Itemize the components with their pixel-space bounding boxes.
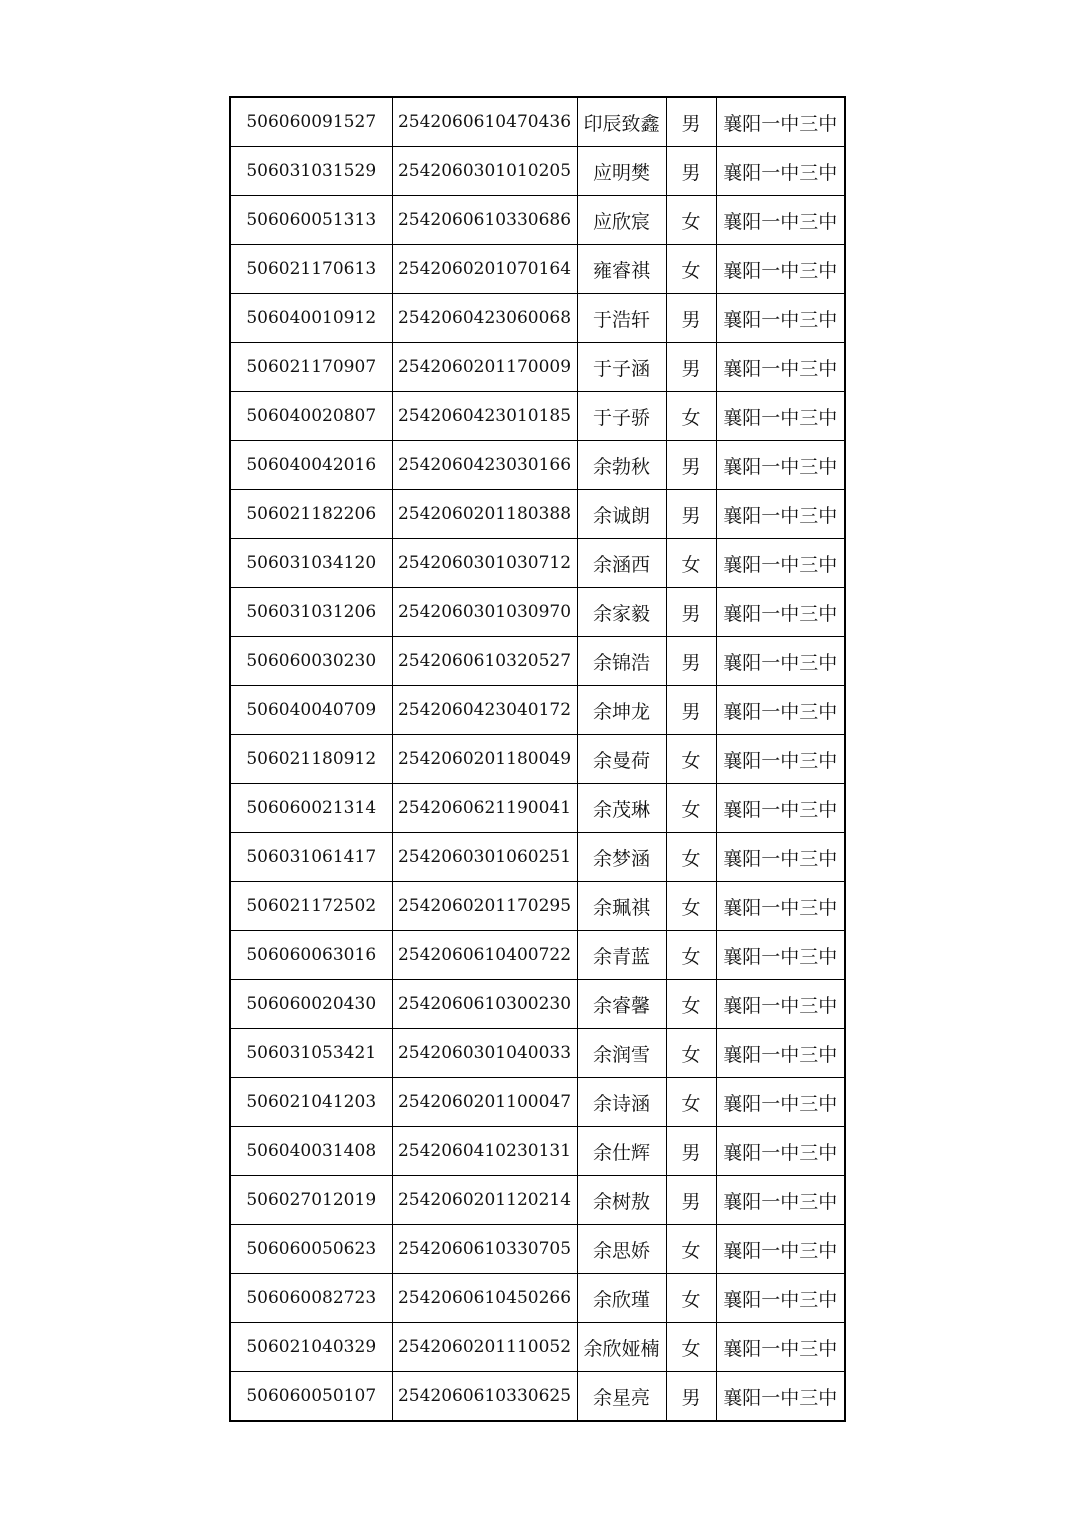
exam-id-cell: 506031053421 <box>230 1029 392 1078</box>
student-name-cell: 于浩轩 <box>577 294 666 343</box>
school-cell: 襄阳一中三中 <box>716 1225 845 1274</box>
gender-cell: 男 <box>666 97 716 147</box>
table-row <box>230 588 845 637</box>
exam-id-cell: 506040040709 <box>230 686 392 735</box>
gender-cell: 女 <box>666 931 716 980</box>
exam-id-cell: 506040010912 <box>230 294 392 343</box>
student-name-cell: 余珮祺 <box>577 882 666 931</box>
gender-cell: 女 <box>666 1225 716 1274</box>
table-row <box>230 1323 845 1372</box>
student-name-cell: 余星亮 <box>577 1372 666 1422</box>
student-name-cell: 余青蓝 <box>577 931 666 980</box>
student-name-cell: 余涵西 <box>577 539 666 588</box>
student-id-cell: 2542060610470436 <box>392 97 577 147</box>
gender-cell: 男 <box>666 343 716 392</box>
table-row <box>230 294 845 343</box>
gender-cell: 女 <box>666 833 716 882</box>
gender-cell: 男 <box>666 147 716 196</box>
gender-cell: 女 <box>666 1274 716 1323</box>
exam-id-cell: 506060082723 <box>230 1274 392 1323</box>
gender-cell: 女 <box>666 245 716 294</box>
table-row <box>230 735 845 784</box>
school-cell: 襄阳一中三中 <box>716 1176 845 1225</box>
table-row <box>230 392 845 441</box>
school-cell: 襄阳一中三中 <box>716 784 845 833</box>
table-row <box>230 343 845 392</box>
table-row <box>230 882 845 931</box>
table-row <box>230 1176 845 1225</box>
table-row <box>230 1029 845 1078</box>
exam-id-cell: 506021182206 <box>230 490 392 539</box>
student-id-cell: 2542060301040033 <box>392 1029 577 1078</box>
student-id-cell: 2542060610330625 <box>392 1372 577 1422</box>
school-cell: 襄阳一中三中 <box>716 1323 845 1372</box>
school-cell: 襄阳一中三中 <box>716 735 845 784</box>
exam-id-cell: 506021170613 <box>230 245 392 294</box>
exam-id-cell: 506031031206 <box>230 588 392 637</box>
gender-cell: 女 <box>666 1029 716 1078</box>
table-row <box>230 196 845 245</box>
gender-cell: 男 <box>666 588 716 637</box>
student-name-cell: 余曼荷 <box>577 735 666 784</box>
gender-cell: 男 <box>666 294 716 343</box>
student-name-cell: 于子涵 <box>577 343 666 392</box>
school-cell: 襄阳一中三中 <box>716 539 845 588</box>
student-name-cell: 余勃秋 <box>577 441 666 490</box>
student-id-cell: 2542060201170295 <box>392 882 577 931</box>
table-row <box>230 147 845 196</box>
gender-cell: 男 <box>666 686 716 735</box>
student-id-cell: 2542060301060251 <box>392 833 577 882</box>
exam-id-cell: 506021172502 <box>230 882 392 931</box>
student-id-cell: 2542060621190041 <box>392 784 577 833</box>
student-id-cell: 2542060423010185 <box>392 392 577 441</box>
table-row <box>230 1225 845 1274</box>
student-id-cell: 2542060301010205 <box>392 147 577 196</box>
school-cell: 襄阳一中三中 <box>716 97 845 147</box>
exam-id-cell: 506060063016 <box>230 931 392 980</box>
table-row <box>230 1274 845 1323</box>
school-cell: 襄阳一中三中 <box>716 196 845 245</box>
gender-cell: 女 <box>666 392 716 441</box>
student-name-cell: 余锦浩 <box>577 637 666 686</box>
student-name-cell: 应明樊 <box>577 147 666 196</box>
student-name-cell: 余欣娅楠 <box>577 1323 666 1372</box>
student-name-cell: 余家毅 <box>577 588 666 637</box>
student-id-cell: 2542060301030970 <box>392 588 577 637</box>
student-name-cell: 应欣宸 <box>577 196 666 245</box>
student-id-cell: 2542060610450266 <box>392 1274 577 1323</box>
gender-cell: 男 <box>666 637 716 686</box>
school-cell: 襄阳一中三中 <box>716 1274 845 1323</box>
student-name-cell: 余茂琳 <box>577 784 666 833</box>
table-row <box>230 1078 845 1127</box>
student-name-cell: 印辰致鑫 <box>577 97 666 147</box>
student-name-cell: 余润雪 <box>577 1029 666 1078</box>
exam-id-cell: 506060050107 <box>230 1372 392 1422</box>
exam-id-cell: 506040031408 <box>230 1127 392 1176</box>
school-cell: 襄阳一中三中 <box>716 294 845 343</box>
gender-cell: 男 <box>666 441 716 490</box>
exam-id-cell: 506027012019 <box>230 1176 392 1225</box>
table-row <box>230 1127 845 1176</box>
gender-cell: 男 <box>666 1372 716 1422</box>
exam-id-cell: 506060091527 <box>230 97 392 147</box>
student-name-cell: 余诗涵 <box>577 1078 666 1127</box>
table-row <box>230 490 845 539</box>
gender-cell: 女 <box>666 196 716 245</box>
exam-id-cell: 506060050623 <box>230 1225 392 1274</box>
student-name-cell: 余梦涵 <box>577 833 666 882</box>
exam-id-cell: 506060021314 <box>230 784 392 833</box>
student-id-cell: 2542060610300230 <box>392 980 577 1029</box>
table-row <box>230 833 845 882</box>
exam-id-cell: 506021041203 <box>230 1078 392 1127</box>
table-row <box>230 784 845 833</box>
gender-cell: 男 <box>666 490 716 539</box>
school-cell: 襄阳一中三中 <box>716 686 845 735</box>
table-row <box>230 245 845 294</box>
school-cell: 襄阳一中三中 <box>716 1078 845 1127</box>
student-id-cell: 2542060201180388 <box>392 490 577 539</box>
school-cell: 襄阳一中三中 <box>716 392 845 441</box>
school-cell: 襄阳一中三中 <box>716 588 845 637</box>
student-id-cell: 2542060201180049 <box>392 735 577 784</box>
exam-id-cell: 506040042016 <box>230 441 392 490</box>
exam-id-cell: 506031034120 <box>230 539 392 588</box>
student-name-cell: 余坤龙 <box>577 686 666 735</box>
school-cell: 襄阳一中三中 <box>716 882 845 931</box>
student-id-cell: 2542060423030166 <box>392 441 577 490</box>
student-id-cell: 2542060423060068 <box>392 294 577 343</box>
student-table <box>229 96 846 1422</box>
student-id-cell: 2542060410230131 <box>392 1127 577 1176</box>
school-cell: 襄阳一中三中 <box>716 637 845 686</box>
exam-id-cell: 506021180912 <box>230 735 392 784</box>
school-cell: 襄阳一中三中 <box>716 833 845 882</box>
exam-id-cell: 506040020807 <box>230 392 392 441</box>
student-id-cell: 2542060610330686 <box>392 196 577 245</box>
gender-cell: 男 <box>666 1176 716 1225</box>
student-name-cell: 余欣瑾 <box>577 1274 666 1323</box>
student-name-cell: 余诚朗 <box>577 490 666 539</box>
student-id-cell: 2542060610330705 <box>392 1225 577 1274</box>
exam-id-cell: 506060030230 <box>230 637 392 686</box>
school-cell: 襄阳一中三中 <box>716 490 845 539</box>
student-table-body <box>230 97 845 1421</box>
student-name-cell: 余仕辉 <box>577 1127 666 1176</box>
student-name-cell: 余睿馨 <box>577 980 666 1029</box>
gender-cell: 女 <box>666 1078 716 1127</box>
table-row <box>230 980 845 1029</box>
school-cell: 襄阳一中三中 <box>716 1127 845 1176</box>
gender-cell: 女 <box>666 1323 716 1372</box>
exam-id-cell: 506060020430 <box>230 980 392 1029</box>
student-id-cell: 2542060610400722 <box>392 931 577 980</box>
exam-id-cell: 506021040329 <box>230 1323 392 1372</box>
table-row <box>230 539 845 588</box>
student-id-cell: 2542060201110052 <box>392 1323 577 1372</box>
school-cell: 襄阳一中三中 <box>716 343 845 392</box>
table-row <box>230 441 845 490</box>
student-id-cell: 2542060201120214 <box>392 1176 577 1225</box>
school-cell: 襄阳一中三中 <box>716 931 845 980</box>
gender-cell: 男 <box>666 1127 716 1176</box>
school-cell: 襄阳一中三中 <box>716 245 845 294</box>
student-id-cell: 2542060201170009 <box>392 343 577 392</box>
exam-id-cell: 506031031529 <box>230 147 392 196</box>
student-id-cell: 2542060423040172 <box>392 686 577 735</box>
school-cell: 襄阳一中三中 <box>716 980 845 1029</box>
school-cell: 襄阳一中三中 <box>716 441 845 490</box>
exam-id-cell: 506031061417 <box>230 833 392 882</box>
table-row <box>230 637 845 686</box>
table-row <box>230 931 845 980</box>
student-name-cell: 余树敖 <box>577 1176 666 1225</box>
table-row <box>230 686 845 735</box>
gender-cell: 女 <box>666 784 716 833</box>
school-cell: 襄阳一中三中 <box>716 1029 845 1078</box>
gender-cell: 女 <box>666 539 716 588</box>
student-id-cell: 2542060201070164 <box>392 245 577 294</box>
student-name-cell: 于子骄 <box>577 392 666 441</box>
student-id-cell: 2542060201100047 <box>392 1078 577 1127</box>
student-name-cell: 余思娇 <box>577 1225 666 1274</box>
student-name-cell: 雍睿祺 <box>577 245 666 294</box>
school-cell: 襄阳一中三中 <box>716 147 845 196</box>
student-id-cell: 2542060301030712 <box>392 539 577 588</box>
gender-cell: 女 <box>666 980 716 1029</box>
student-id-cell: 2542060610320527 <box>392 637 577 686</box>
table-row <box>230 1372 845 1422</box>
gender-cell: 女 <box>666 735 716 784</box>
table-row <box>230 97 845 147</box>
exam-id-cell: 506021170907 <box>230 343 392 392</box>
exam-id-cell: 506060051313 <box>230 196 392 245</box>
gender-cell: 女 <box>666 882 716 931</box>
school-cell: 襄阳一中三中 <box>716 1372 845 1422</box>
